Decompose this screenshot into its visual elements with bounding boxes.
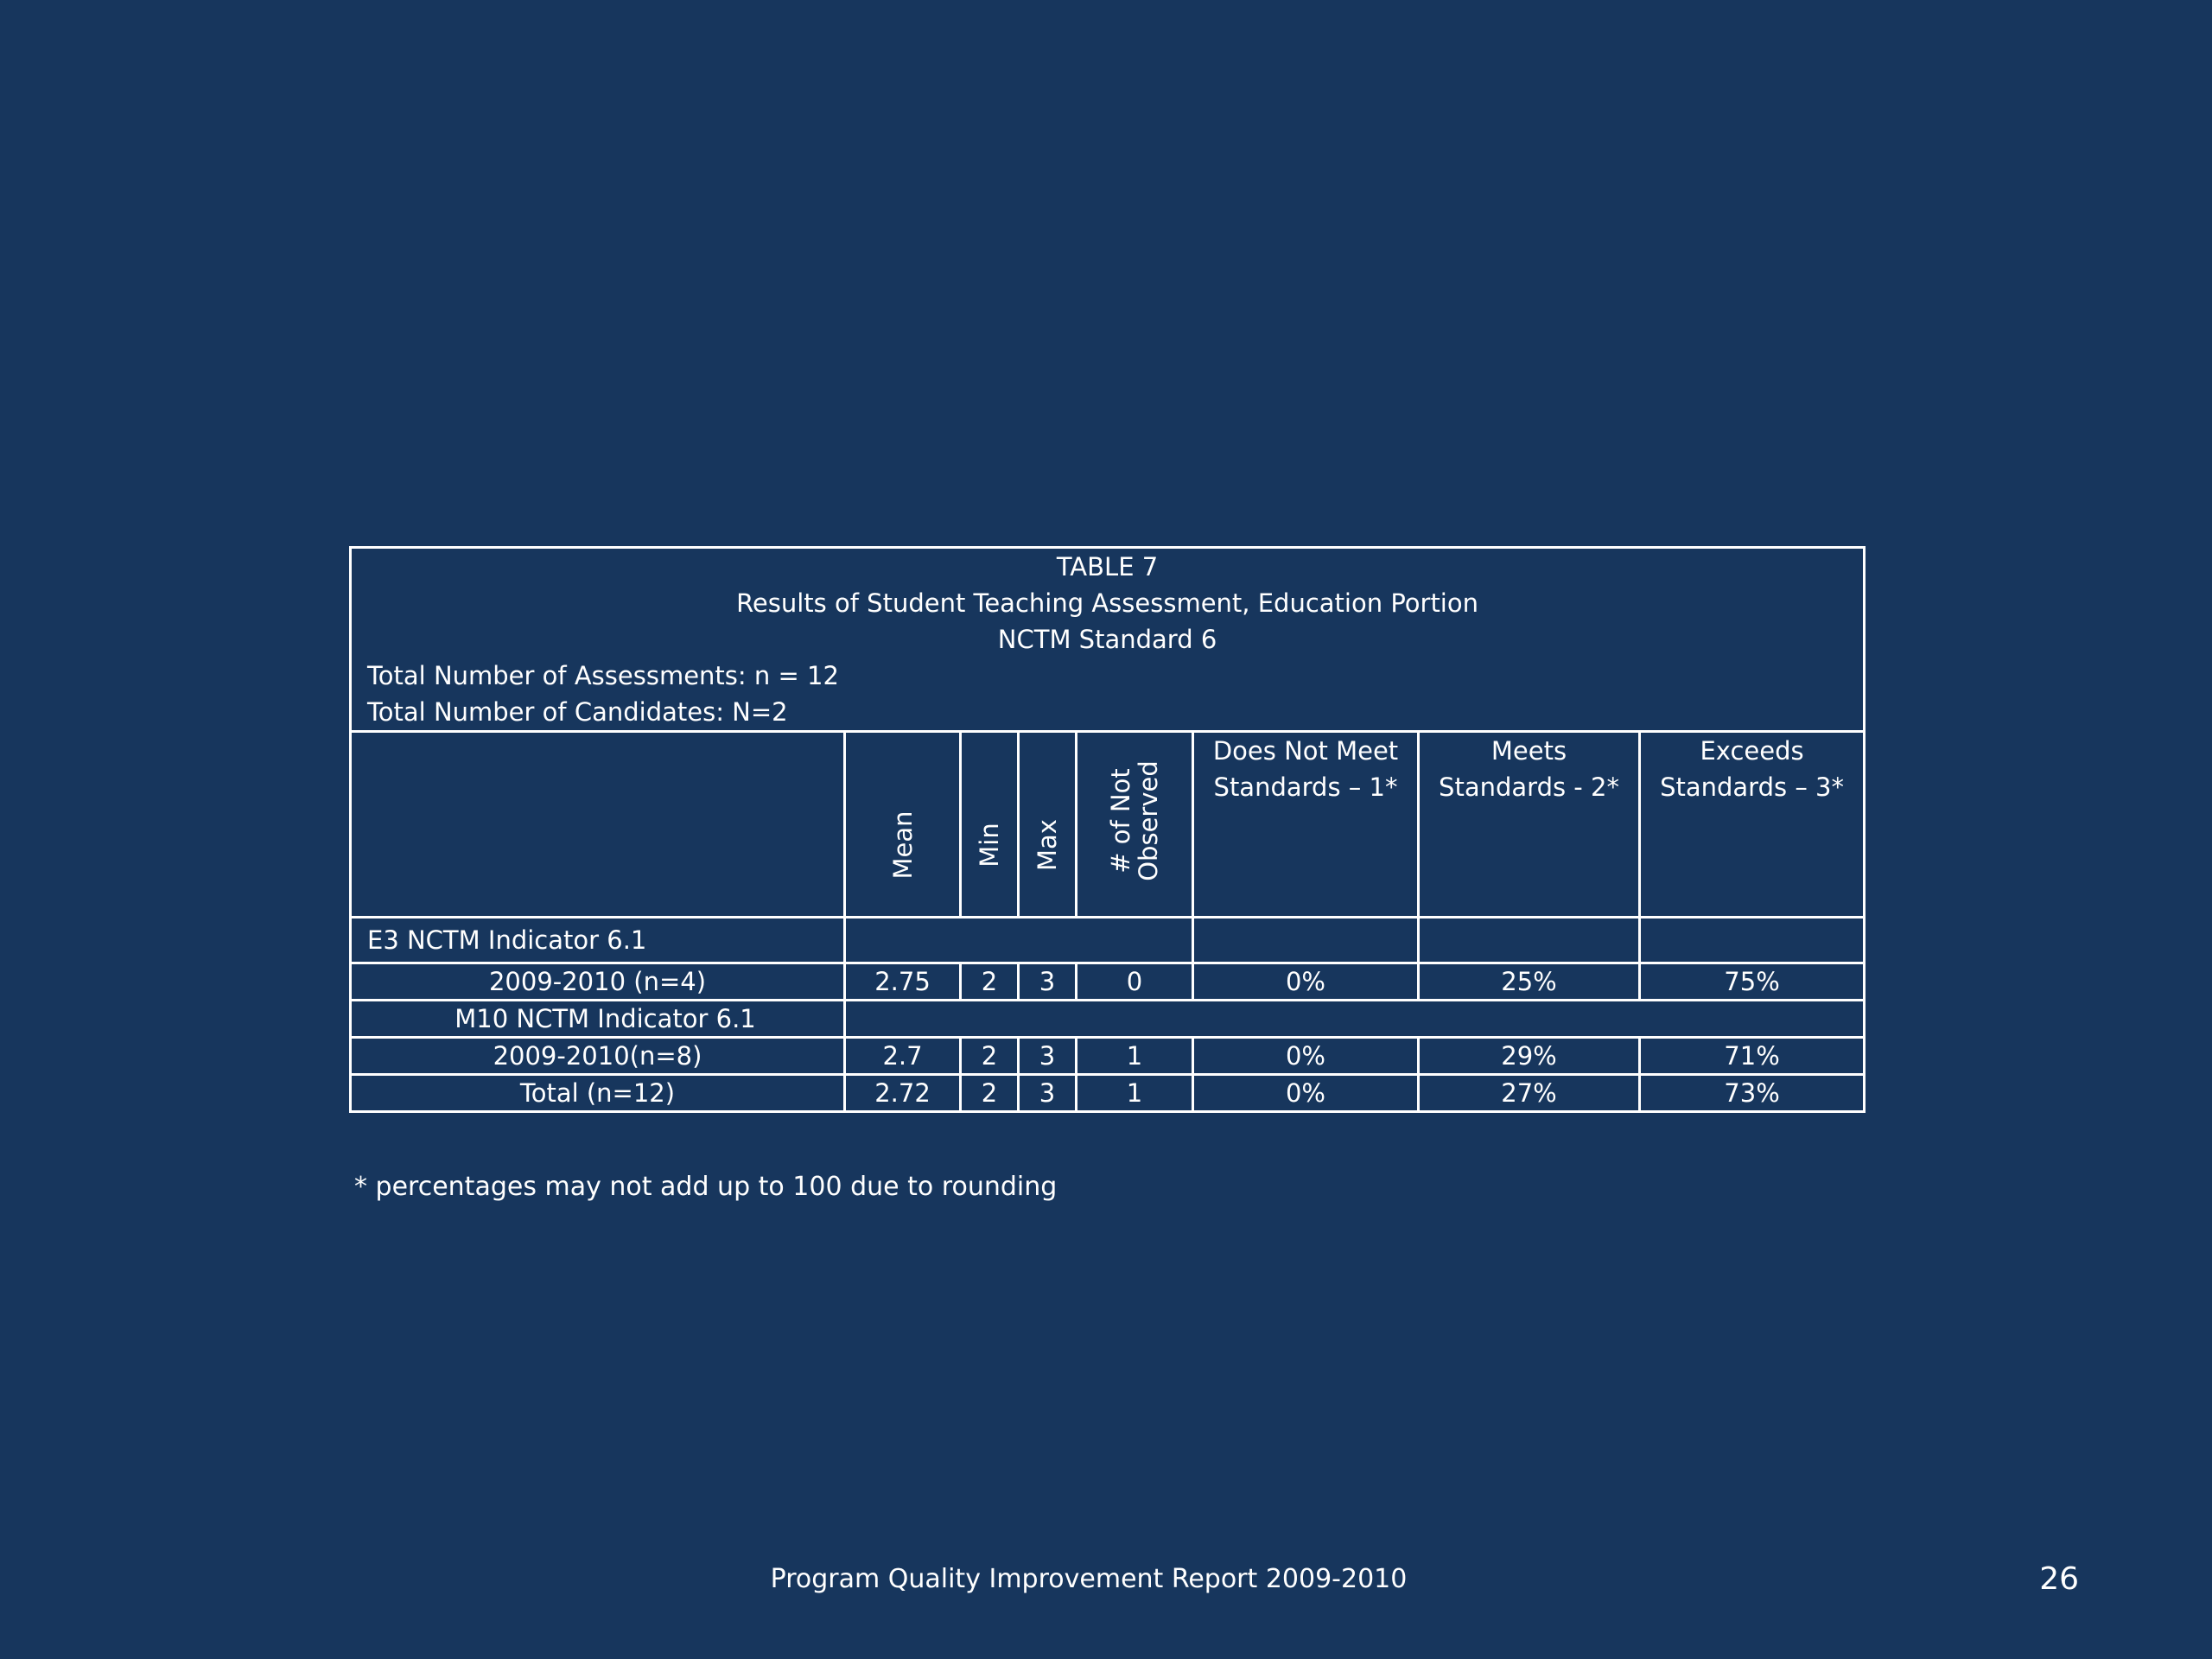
section-blank (1419, 918, 1640, 963)
header-not-observed-label (1107, 760, 1162, 881)
table-caption (351, 548, 1865, 732)
total-max: 3 (1019, 1075, 1077, 1112)
table-row (351, 1038, 1865, 1075)
header-does-not-meet-line2: Standards – 1* (1213, 772, 1398, 802)
total-does-not-meet: 0% (1193, 1075, 1419, 1112)
header-meets-line1: Meets (1491, 736, 1567, 766)
header-does-not-meet (1193, 732, 1419, 918)
header-meets (1419, 732, 1640, 918)
cell-meets: 29% (1419, 1038, 1640, 1075)
section-row (351, 918, 1865, 963)
header-mean (845, 732, 961, 918)
row-label: 2009-2010 (n=4) (351, 963, 845, 1001)
section-label: M10 NCTM Indicator 6.1 (351, 1001, 845, 1038)
section-blank (845, 918, 1193, 963)
header-min (961, 732, 1019, 918)
header-blank (351, 732, 845, 918)
cell-not-observed: 0 (1077, 963, 1193, 1001)
cell-min: 2 (961, 963, 1019, 1001)
total-min: 2 (961, 1075, 1019, 1112)
header-not-observed-line1: # of Not (1106, 768, 1135, 874)
total-mean: 2.72 (845, 1075, 961, 1112)
table-number: TABLE 7 (1056, 552, 1159, 582)
cell-does-not-meet: 0% (1193, 1038, 1419, 1075)
table-subtitle: NCTM Standard 6 (997, 625, 1217, 654)
total-not-observed: 1 (1077, 1075, 1193, 1112)
total-label: Total (n=12) (351, 1075, 845, 1112)
header-not-observed (1077, 732, 1193, 918)
total-assessments: Total Number of Assessments: n = 12 (367, 661, 839, 690)
total-candidates: Total Number of Candidates: N=2 (367, 697, 788, 727)
row-label: 2009-2010(n=8) (351, 1038, 845, 1075)
cell-meets: 25% (1419, 963, 1640, 1001)
cell-does-not-meet: 0% (1193, 963, 1419, 1001)
total-row (351, 1075, 1865, 1112)
header-not-observed-line2: Observed (1134, 760, 1163, 881)
header-min-label: Min (975, 823, 1004, 868)
footnote: * percentages may not add up to 100 due to rounding (354, 1172, 1058, 1202)
section-blank (1640, 918, 1865, 963)
header-exceeds-line1: Exceeds (1700, 736, 1804, 766)
header-does-not-meet-line1: Does Not Meet (1212, 736, 1399, 766)
header-max-label: Max (1033, 819, 1062, 871)
section-row (351, 1001, 1865, 1038)
total-exceeds: 73% (1640, 1075, 1865, 1112)
cell-exceeds: 75% (1640, 963, 1865, 1001)
page-number: 26 (2039, 1561, 2079, 1597)
cell-mean: 2.7 (845, 1038, 961, 1075)
cell-max: 3 (1019, 963, 1077, 1001)
footer-text: Program Quality Improvement Report 2009-2010 (770, 1564, 1408, 1594)
table-title: Results of Student Teaching Assessment, Education Portion (736, 588, 1478, 618)
header-exceeds (1640, 732, 1865, 918)
table-row (351, 963, 1865, 1001)
cell-max: 3 (1019, 1038, 1077, 1075)
total-meets: 27% (1419, 1075, 1640, 1112)
cell-mean: 2.75 (845, 963, 961, 1001)
header-meets-line2: Standards - 2* (1439, 772, 1619, 802)
header-max (1019, 732, 1077, 918)
header-exceeds-line2: Standards – 3* (1660, 772, 1844, 802)
cell-not-observed: 1 (1077, 1038, 1193, 1075)
header-row (351, 732, 1865, 918)
cell-min: 2 (961, 1038, 1019, 1075)
header-mean-label: Mean (887, 810, 918, 880)
section-blank (1193, 918, 1419, 963)
section-blank (845, 1001, 1865, 1038)
section-label: E3 NCTM Indicator 6.1 (351, 918, 845, 963)
cell-exceeds: 71% (1640, 1038, 1865, 1075)
results-table (349, 546, 1866, 1113)
